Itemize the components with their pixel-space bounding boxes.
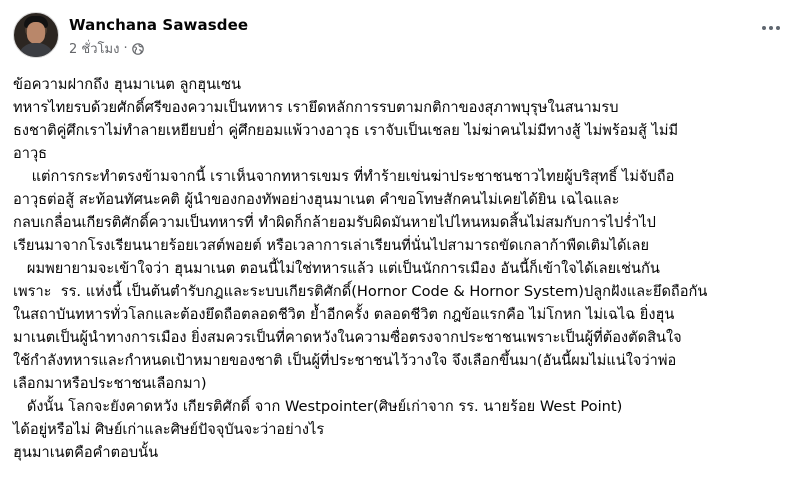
dot [762,26,766,30]
more-options-icon[interactable] [757,18,785,38]
post-line: เพราะ รร. แห่งนี้ เป็นต้นตำรับกฎและระบบเกียรติศักดิ์(Hornor Code & Hornor System)ปลูกฝังและยึดถือกัน [13,283,708,300]
dot [769,26,773,30]
dot [776,26,780,30]
post-time[interactable]: 2 ชั่วโมง [69,42,120,57]
post-line: เรียนมาจากโรงเรียนนายร้อยเวสต์พอยต์ หรือเวลาการเล่าเรียนที่นั่นไปสามารถขัดเกลาก้าพืดเติมได้เลย [13,237,649,254]
post-line: ทหารไทยรบด้วยศักดิ์ศรีของความเป็นทหาร เรายึดหลักการรบตามกติกาของสุภาพบุรุษในสนามรบ [13,99,619,116]
post-line: ผมพยายามจะเข้าใจว่า ฮุนมาเนต ตอนนี้ไม่ใช่ทหารแล้ว แต่เป็นนักการเมือง อันนี้ก็เข้าใจได้เลยเช่นกัน [13,260,660,277]
author-name[interactable]: Wanchana Sawasdee [69,16,249,34]
post-meta [69,38,144,59]
avatar-shirt [18,43,54,58]
avatar[interactable] [13,12,59,58]
post-line: เลือกมาหรือประชาชนเลือกมา) [13,375,207,392]
post-line: แต่การกระทำตรงข้ามจากนี้ เราเห็นจากทหารเขมร ที่ทำร้ายเข่นฆ่าประชาชนชาวไทยผู้บริสุทธิ์ ไม่จับถือ [13,168,675,185]
globe-icon[interactable] [132,43,144,55]
meta-separator: · [123,41,128,56]
avatar-face [27,22,45,44]
post-line: ใช้กำลังทหารและกำหนดเป้าหมายของชาติ เป็นผู้ที่ประชาชนไว้วางใจ จึงเลือกขึ้นมา(อันนี้ผมไม่แน่ใจว่าพ่อ [13,352,677,369]
post-line: ข้อความฝากถึง ฮุนมาเนต ลูกฮุนเซน [13,76,242,93]
post-line: อาวุธต่อสู้ สะท้อนทัศนะคติ ผู้นำของกองทัพอย่างฮุนมาเนต คำขอโทษสักคนไม่เคยได้ยิน เฉไฉและ [13,191,620,208]
post-body [13,73,787,464]
post-header [13,12,787,62]
post-line: มาเนตเป็นผู้นำทางการเมือง ยิ่งสมควรเป็นที่คาดหวังในความซื่อตรงจากประชาชนเพราะเป็นผู้ที่ต้องตัดสินใจ [13,329,682,346]
post-line: ฮุนมาเนตคือคำตอบนั้น [13,444,159,461]
post-line: ในสถาบันทหารทั่วโลกและต้องยึดถือตลอดชีวิต ย้ำอีกครั้ง ตลอดชีวิต กฎข้อแรกคือ ไม่โกหก ไม่เฉไฉ ยิ่งฮุน [13,306,675,323]
post-line: กลบเกลื่อนเกียรติศักดิ์ความเป็นทหารที่ ทำผิดก็กล้ายอมรับผิดมันหายไปไหนหมดสิ้นไม่สมกับการไปร่ำไป [13,214,656,231]
post-line: ได้อยู่หรือไม่ ศิษย์เก่าและศิษย์ปัจจุบันจะว่าอย่างไร [13,421,325,438]
post-line: อาวุธ [13,145,48,162]
post-line: ดังนั้น โลกจะยังคาดหวัง เกียรติศักดิ์ จาก Westpointer(ศิษย์เก่าจาก รร. นายร้อย West Point) [13,398,623,415]
post-line: ธงชาติคู่ศึกเราไม่ทำลายเหยียบย่ำ คู่ศึกยอมแพ้วางอาวุธ เราจับเป็นเชลย ไม่ฆ่าคนไม่มีทางสู้ ไม่พร้อมสู้ ไม่มี [13,122,679,139]
